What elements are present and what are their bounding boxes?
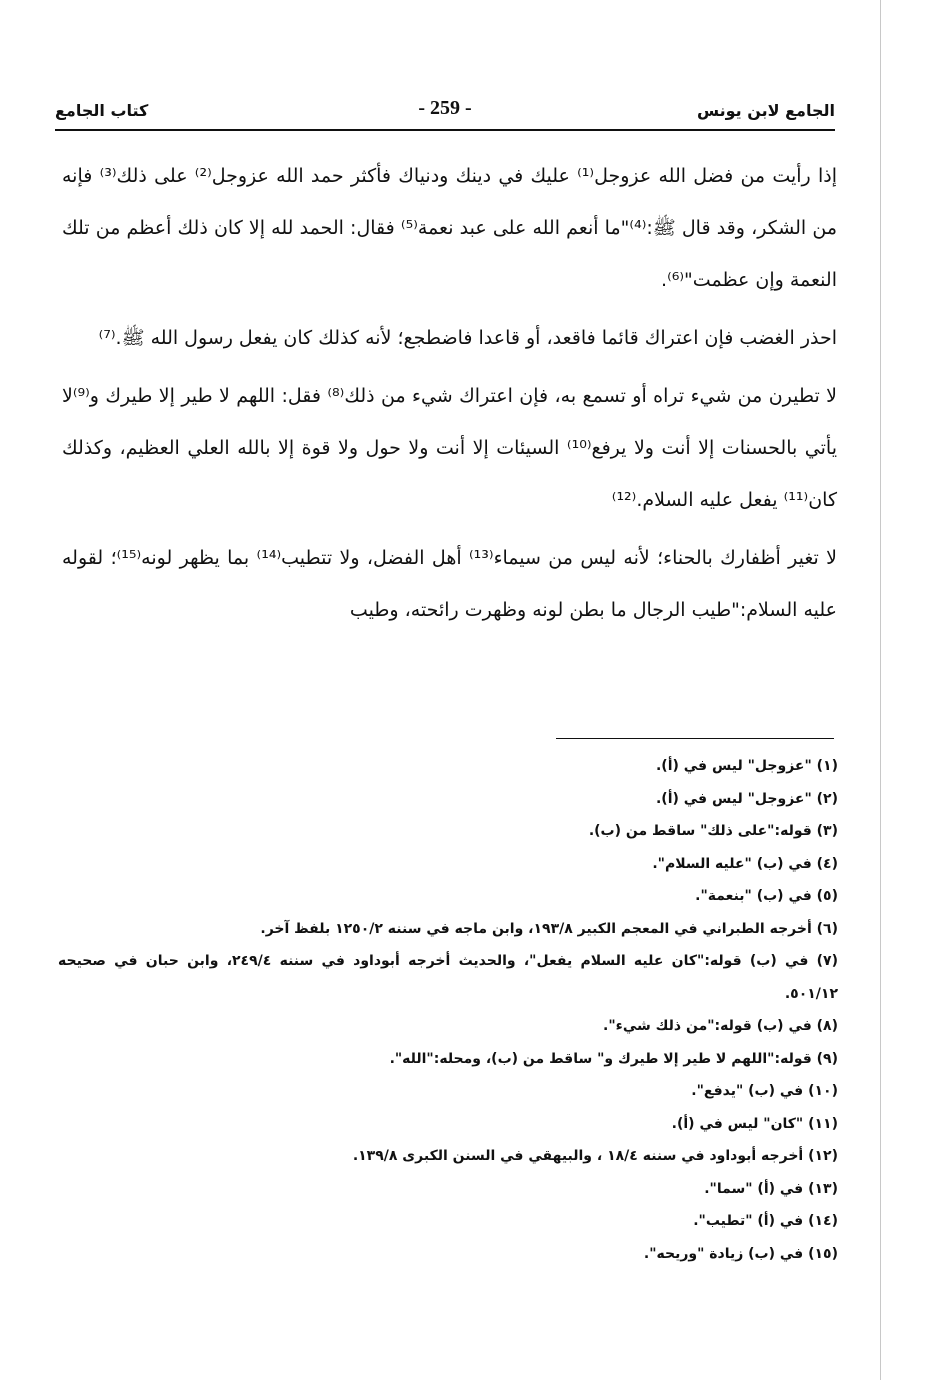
footnote: (٤) في (ب) "عليه السلام". (652, 855, 838, 872)
paragraph: احذر الغضب فإن اعتراك قائما فاقعد، أو قاعدا فاضطجع؛ لأنه كذلك كان يفعل رسول الله ﷺ.⁽⁷⁾ (98, 327, 837, 349)
footnote-separator (556, 738, 834, 739)
page-header (55, 95, 835, 129)
footnote: (١٢) أخرجه أبوداود في سننه ١٨/٤ ، والبيهقي في السنن الكبرى ١٣٩/٨. (352, 1148, 838, 1164)
footnote: (١٣) في (أ) "سما". (704, 1180, 838, 1197)
footnote: (١١) "كان" ليس في (أ). (671, 1115, 838, 1132)
paragraph: لا تغير أظفارك بالحناء؛ لأنه ليس من سيماء⁽¹³⁾ أهل الفضل، ولا تتطيب⁽¹⁴⁾ بما يظهر لونه⁽¹⁵⁾؛ لقوله عليه السلام:"طيب الرجال ما بطن لونه وظهرت رائحته، وطيب (62, 547, 838, 621)
header-book-title: الجامع لابن يونس (697, 101, 835, 120)
footnote: (٥) في (ب) "بنعمة". (695, 888, 838, 904)
footnote: (١٠) في (ب) "يدفع". (691, 1083, 838, 1099)
footnote: (٨) في (ب) قوله:"من ذلك شيء". (603, 1018, 838, 1034)
footnotes (58, 750, 838, 1270)
footnote: (٩) قوله:"اللهم لا طير إلا طيرك و" ساقط من (ب)، ومحله:"الله". (389, 1050, 838, 1067)
footnote: (٦) أخرجه الطبراني في المعجم الكبير ١٩٣/٨، وابن ماجه في سننه ١٢٥٠/٢ بلفظ آخر. (260, 920, 838, 937)
page-number: - 259 - (418, 97, 472, 119)
footnote: (١٤) في (أ) "تطيب". (693, 1213, 838, 1229)
header-rule (55, 129, 835, 131)
footnote: (٣) قوله:"على ذلك" ساقط من (ب). (588, 823, 838, 839)
header-chapter-title: كتاب الجامع (55, 101, 149, 120)
main-text (62, 150, 837, 642)
paragraph: إذا رأيت من فضل الله عزوجل⁽¹⁾ عليك في دينك ودنياك فأكثر حمد الله عزوجل⁽²⁾ على ذلك⁽³⁾ فإنه من الشكر، وقد قال ﷺ:⁽⁴⁾"ما أنعم الله على عبد نعمة⁽⁵⁾ فقال: الحمد لله إلا كان ذلك أعظم من تلك النعمة وإن عظمت"⁽⁶⁾. (62, 165, 838, 291)
footnote: (١) "عزوجل" ليس في (أ). (655, 758, 838, 774)
footnote: (٢) "عزوجل" ليس في (أ). (655, 790, 838, 807)
footnote: (١٥) في (ب) زيادة "وريحه". (643, 1245, 838, 1262)
page-edge-line (880, 0, 881, 1380)
footnote: (٧) في (ب) قوله:"كان عليه السلام يفعل"، والحديث أخرجه أبوداود في سننه ٢٤٩/٤، وابن حبان في صحيحه ٥٠١/١٢. (58, 953, 838, 1002)
paragraph: لا تطيرن من شيء تراه أو تسمع به، فإن اعتراك شيء من ذلك⁽⁸⁾ فقل: اللهم لا طير إلا طيرك و⁽⁹⁾لا يأتي بالحسنات إلا أنت ولا يرفع⁽¹⁰⁾ السيئات إلا أنت ولا حول ولا قوة إلا بالله العلي العظيم، وكذلك كان⁽¹¹⁾ يفعل عليه السلام.⁽¹²⁾ (62, 385, 837, 511)
